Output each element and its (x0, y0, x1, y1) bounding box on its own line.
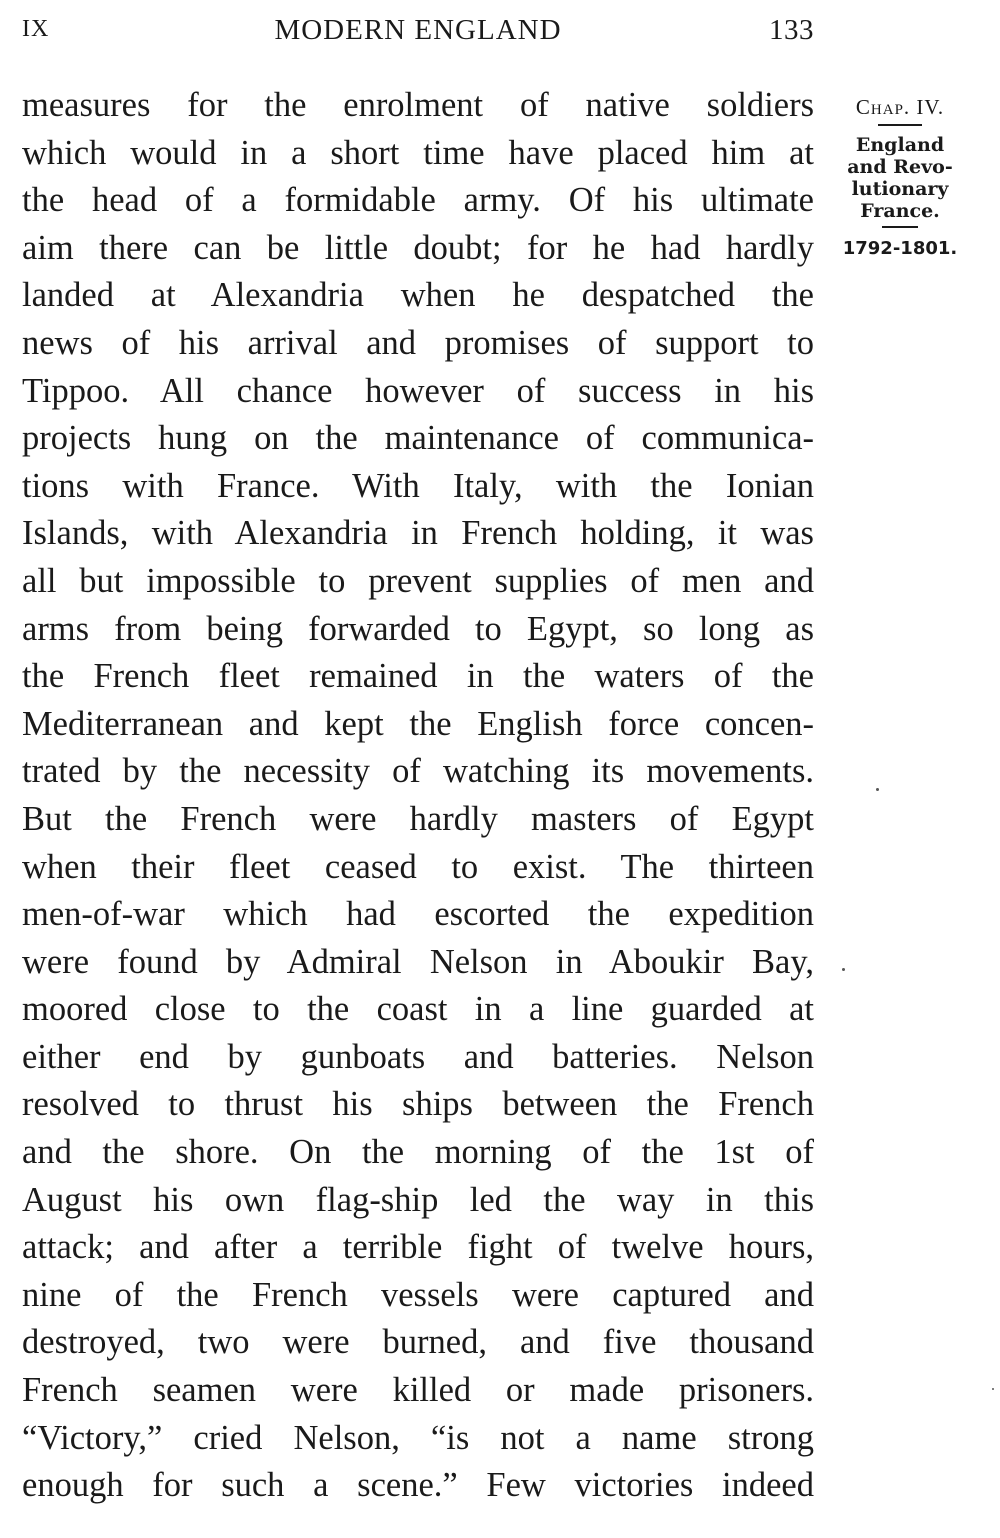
text-line: either end by gunboats and batteries. Nelson (22, 1037, 814, 1076)
text-line: But the French were hardly masters of Egypt (22, 799, 814, 838)
text-line: “Victory,” cried Nelson, “is not a name strong (22, 1418, 814, 1457)
text-line: the head of a formidable army. Of his ultimate (22, 181, 814, 220)
text-line: which would in a short time have placed him at (22, 133, 814, 172)
marginal-topic-line: England (855, 134, 945, 156)
chapter-numeral: IX (22, 16, 50, 42)
marginal-rule (878, 124, 922, 126)
print-speck (992, 1388, 994, 1390)
text-line: enough for such a scene.” Few victories indeed (22, 1466, 814, 1505)
body-text (22, 82, 814, 1510)
marginal-rule (882, 226, 918, 228)
text-line: and the shore. On the morning of the 1st of (22, 1133, 814, 1172)
text-line: were found by Admiral Nelson in Aboukir Bay, (22, 942, 814, 981)
page-number: 133 (769, 14, 814, 46)
text-line: French seamen were killed or made prisoners. (22, 1371, 814, 1410)
text-line: the French fleet remained in the waters of the (22, 657, 814, 696)
marginal-topic-line: France. (860, 200, 940, 222)
print-speck (876, 788, 879, 791)
text-line: when their fleet ceased to exist. The thirteen (22, 847, 814, 886)
text-line: Tippoo. All chance however of success in his (22, 371, 814, 410)
marginal-dates: 1792-1801. (842, 238, 958, 259)
text-line: nine of the French vessels were captured and (22, 1275, 814, 1314)
text-line: Mediterranean and kept the English force concen- (22, 704, 814, 743)
marginal-topic-line: lutionary (851, 178, 949, 200)
book-title: MODERN ENGLAND (274, 14, 562, 46)
text-line: August his own flag-ship led the way in this (22, 1180, 814, 1219)
text-line: arms from being forwarded to Egypt, so long as (22, 609, 814, 648)
text-line: men-of-war which had escorted the expedition (22, 895, 814, 934)
marginal-note (832, 92, 968, 260)
marginal-topic (832, 134, 968, 222)
print-speck (842, 968, 845, 971)
text-line: landed at Alexandria when he despatched the (22, 276, 814, 315)
text-line: attack; and after a terrible fight of twelve hours, (22, 1228, 814, 1267)
marginal-topic-line: and Revo- (847, 156, 953, 178)
text-line: trated by the necessity of watching its movements. (22, 752, 814, 791)
text-line: aim there can be little doubt; for he had hardly (22, 228, 814, 267)
text-line: tions with France. With Italy, with the Ionian (22, 466, 814, 505)
text-line: news of his arrival and promises of support to (22, 323, 814, 362)
text-line: destroyed, two were burned, and five thousand (22, 1323, 814, 1362)
text-line: resolved to thrust his ships between the French (22, 1085, 814, 1124)
text-line: Islands, with Alexandria in French holding, it was (22, 514, 814, 553)
marginal-chapter: Chap. IV. (855, 95, 945, 119)
running-head (22, 14, 814, 50)
text-line: all but impossible to prevent supplies of men and (22, 561, 814, 600)
text-line: moored close to the coast in a line guarded at (22, 990, 814, 1029)
text-line: projects hung on the maintenance of communica- (22, 419, 814, 458)
text-line: measures for the enrolment of native soldiers (22, 86, 814, 124)
